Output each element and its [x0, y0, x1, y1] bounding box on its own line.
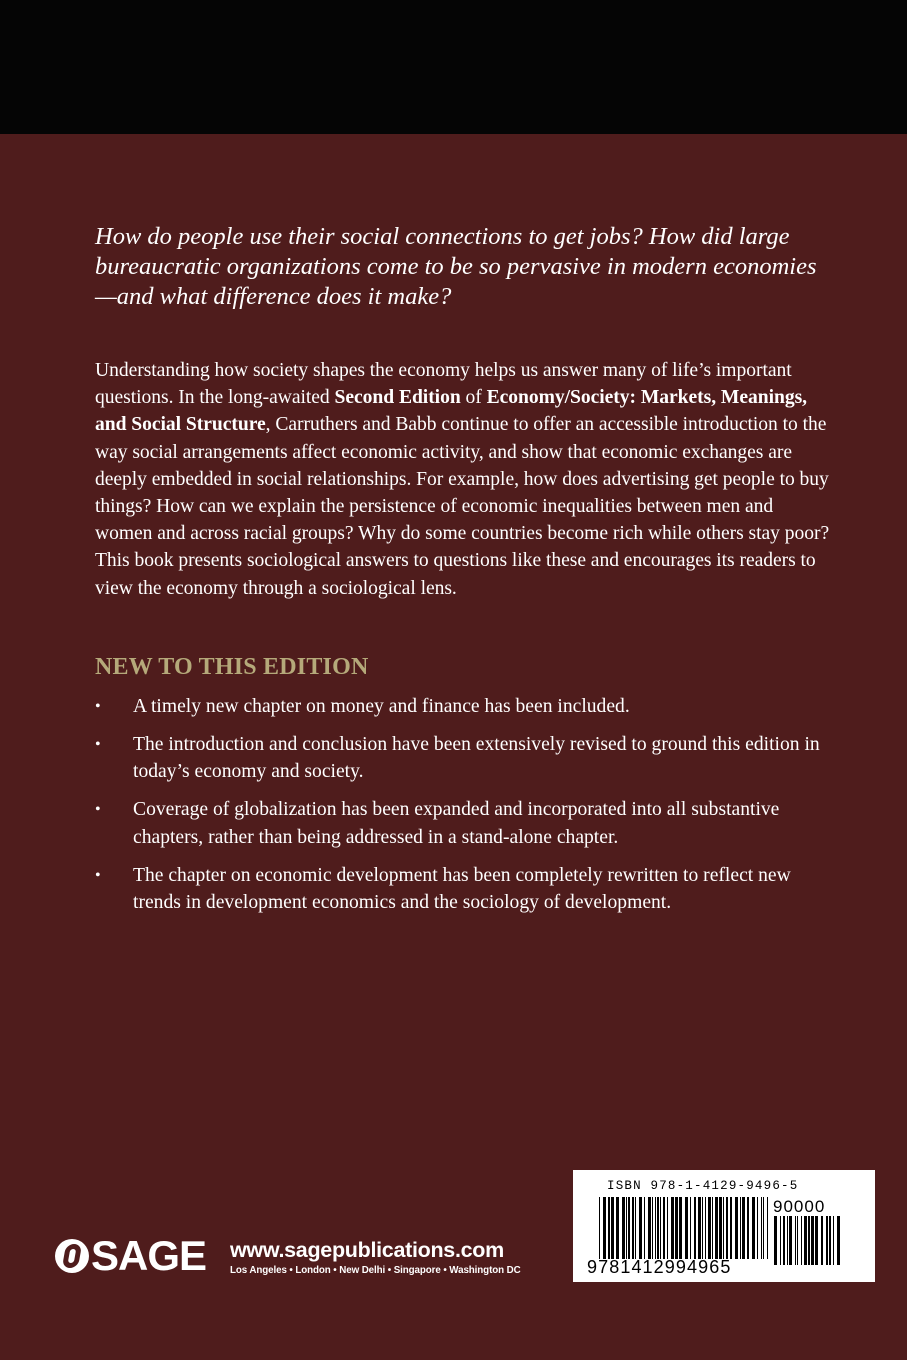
description-part-1: Understanding how society shapes the economy helps us answer many of life’s important questions. In the long-awaited — [95, 360, 792, 409]
barcode-bar — [795, 1216, 796, 1265]
barcode-bar — [783, 1216, 785, 1265]
top-black-band — [0, 0, 907, 134]
barcode-bar — [761, 1197, 762, 1259]
barcode-bar — [639, 1197, 642, 1259]
list-item-text: The introduction and conclusion have been extensively revised to ground this edition in today’s economy and society. — [133, 734, 820, 783]
ean-number: 9781412994965 — [587, 1257, 732, 1277]
barcode-bar — [622, 1197, 625, 1259]
barcode-bar — [740, 1197, 741, 1259]
barcode-bar — [730, 1197, 732, 1259]
list-item — [95, 731, 835, 785]
list-item — [95, 693, 835, 720]
isbn-barcode — [573, 1170, 875, 1282]
barcode-bar — [752, 1197, 755, 1259]
barcode-bar — [690, 1197, 691, 1259]
list-item-text: A timely new chapter on money and finance has been included. — [133, 695, 630, 717]
publisher-url[interactable]: www.sagepublications.com — [230, 1238, 504, 1262]
barcode-bar — [608, 1197, 610, 1259]
barcode-bar — [611, 1197, 614, 1259]
barcode-bar — [821, 1216, 823, 1265]
barcode-bar — [742, 1197, 745, 1259]
barcode-bar — [632, 1197, 634, 1259]
barcode-bar — [829, 1216, 831, 1265]
barcode-bar — [635, 1197, 636, 1259]
barcode-bar — [787, 1216, 788, 1265]
barcode-bar — [628, 1197, 630, 1259]
barcode-bar — [774, 1216, 777, 1265]
new-edition-heading: NEW TO THIS EDITION — [95, 653, 369, 680]
barcode-bar — [712, 1197, 713, 1259]
barcode-bar — [705, 1197, 706, 1259]
sage-logo-text: SAGE — [91, 1232, 207, 1279]
barcode-bar — [652, 1197, 653, 1259]
sage-circle-icon — [55, 1239, 89, 1273]
barcode-bar — [708, 1197, 711, 1259]
barcode-bar — [833, 1216, 834, 1265]
barcode-bar — [644, 1197, 645, 1259]
list-item — [95, 862, 835, 916]
publisher-info — [230, 1238, 521, 1276]
bullet-icon: • — [95, 697, 101, 715]
barcode-bar — [663, 1197, 665, 1259]
publisher-cities: Los Angeles • London • New Delhi • Singapore • Washington DC — [230, 1265, 521, 1276]
barcode-bar — [757, 1197, 758, 1259]
barcode-bar — [837, 1216, 840, 1265]
edition-label: Second Edition — [334, 387, 461, 409]
barcode-bar — [747, 1197, 749, 1259]
list-item-text: The chapter on economic development has been completely rewritten to reflect new trends in development economics and the sociology of development. — [133, 864, 791, 914]
barcode-bar — [763, 1197, 764, 1259]
list-item — [95, 796, 835, 850]
barcode-bar — [616, 1197, 619, 1259]
barcode-bar — [626, 1197, 627, 1259]
barcode-bar — [815, 1216, 818, 1265]
barcode-bar — [808, 1216, 810, 1265]
book-description — [95, 357, 835, 602]
book-title: Economy/Society: Markets, Meanings, and Social Structure — [95, 387, 808, 436]
addon-number: 90000 — [773, 1197, 826, 1216]
barcode-bar — [675, 1197, 678, 1259]
barcode-bar — [726, 1197, 728, 1259]
bullet-icon: • — [95, 866, 101, 884]
isbn-text: ISBN 978-1-4129-9496-5 — [607, 1179, 799, 1193]
barcode-bar — [811, 1216, 814, 1265]
barcode-bar — [685, 1197, 688, 1259]
sage-logo — [55, 1232, 206, 1280]
description-part-2: of — [460, 387, 487, 409]
bullet-icon: • — [95, 801, 101, 819]
barcode-bar — [694, 1197, 696, 1259]
barcode-bar — [698, 1197, 701, 1259]
barcode-bar — [804, 1216, 807, 1265]
barcode-bar — [660, 1197, 661, 1259]
barcode-bar — [826, 1216, 828, 1265]
barcode-bar — [801, 1216, 802, 1265]
list-item-text: Coverage of globalization has been expanded and incorporated into all substantive chapters, rather than being addressed in a stand-alone chapter. — [133, 799, 780, 848]
back-cover-content — [95, 222, 835, 927]
barcode-bar — [702, 1197, 703, 1259]
barcode-bar — [723, 1197, 724, 1259]
barcode-bar — [715, 1197, 718, 1259]
barcode-bar — [780, 1216, 781, 1265]
addon-barcode-bars — [774, 1216, 840, 1265]
description-part-3: , Carruthers and Babb continue to offer an accessible introduction to the way social arrangements affect economic activity, and show that economic exchanges are deeply embedded in social relationships. For example, how does advertising get people to buy things? How can we explain the persistence of economic inequalities between men and women and across racial groups? Why do some countries become rich while others stay poor? This book presents sociological answers to questions like these and encourages its readers to view the economy through a sociological lens. — [95, 414, 830, 599]
barcode-bar — [767, 1197, 768, 1259]
barcode-bar — [657, 1197, 659, 1259]
barcode-bar — [648, 1197, 651, 1259]
new-edition-list — [95, 693, 835, 916]
barcode-bar — [719, 1197, 722, 1259]
barcode-bar — [797, 1216, 798, 1265]
barcode-bar — [667, 1197, 668, 1259]
barcode-bar — [789, 1216, 792, 1265]
barcode-bar — [599, 1197, 600, 1259]
main-barcode-bars — [599, 1197, 770, 1259]
barcode-bar — [603, 1197, 606, 1259]
barcode-bar — [655, 1197, 656, 1259]
tagline: How do people use their social connections to get jobs? How did large bureaucratic organizations come to be so pervasive in modern economies—and what difference does it make? — [95, 223, 817, 310]
barcode-bar — [735, 1197, 738, 1259]
barcode-bar — [671, 1197, 674, 1259]
bullet-icon: • — [95, 736, 101, 754]
barcode-bar — [679, 1197, 682, 1259]
